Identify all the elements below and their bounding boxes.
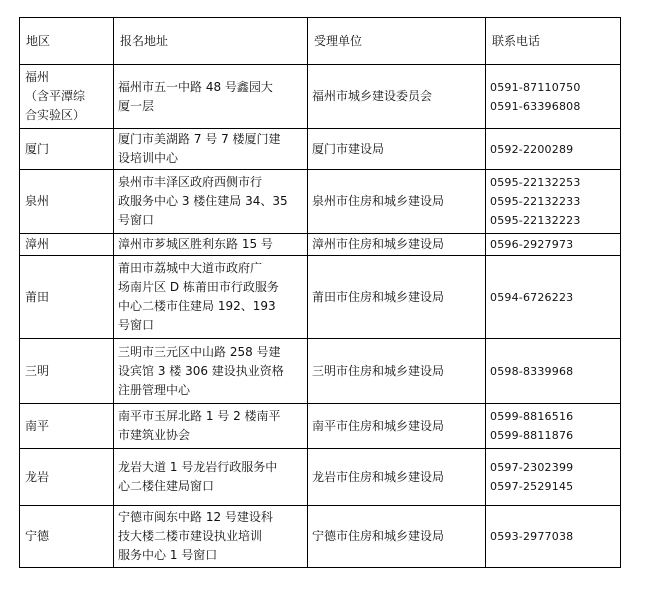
agency-line: 泉州市住房和城乡建设局	[312, 194, 445, 208]
region-cell	[20, 339, 114, 404]
table-row	[20, 65, 621, 129]
address-line: 技大楼二楼市建设执业培训	[118, 529, 263, 543]
address-line: 服务中心 1 号窗口	[118, 548, 218, 562]
agency-cell	[308, 170, 486, 234]
header-row	[20, 18, 621, 65]
header-agency: 受理单位	[308, 18, 486, 65]
address-cell	[114, 506, 308, 568]
region-cell	[20, 65, 114, 129]
table-row	[20, 256, 621, 339]
address-line: 宁德市闽东中路 12 号建设科	[118, 510, 273, 524]
address-cell	[114, 339, 308, 404]
address-line: 厦门市美湖路 7 号 7 楼厦门建	[118, 132, 281, 146]
phone-line: 0598-8339968	[490, 364, 574, 378]
table-row	[20, 339, 621, 404]
region-line: 漳州	[25, 237, 50, 251]
phone-line: 0595-22132223	[490, 214, 581, 227]
phone-cell	[486, 234, 621, 256]
agency-line: 福州市城乡建设委员会	[312, 89, 433, 103]
table-row	[20, 449, 621, 506]
address-line: 心二楼住建局窗口	[118, 479, 215, 493]
table-row	[20, 506, 621, 568]
address-line: 政服务中心 3 楼住建局 34、35	[118, 194, 288, 208]
header-address: 报名地址	[114, 18, 308, 65]
address-cell	[114, 65, 308, 129]
phone-line: 0597-2529145	[490, 480, 574, 493]
address-cell	[114, 404, 308, 449]
region-line: 南平	[25, 418, 50, 433]
region-line: 宁德	[25, 529, 50, 543]
registration-contacts-table	[19, 17, 621, 568]
address-line: 市建筑业协会	[118, 428, 191, 442]
phone-line: 0599-8811876	[490, 429, 574, 442]
table-row	[20, 170, 621, 234]
address-cell	[114, 256, 308, 339]
region-cell	[20, 506, 114, 568]
address-line: 厦一层	[118, 98, 155, 113]
agency-cell	[308, 449, 486, 506]
phone-line: 0594-6726223	[490, 290, 574, 304]
agency-line: 南平市住房和城乡建设局	[312, 418, 445, 433]
phone-cell	[486, 129, 621, 170]
address-line: 中心二楼市住建局 192、193	[118, 299, 276, 313]
phone-line: 0599-8816516	[490, 410, 574, 423]
address-line: 号窗口	[118, 318, 155, 332]
agency-cell	[308, 129, 486, 170]
agency-line: 宁德市住房和城乡建设局	[312, 529, 445, 543]
address-cell	[114, 129, 308, 170]
phone-line: 0596-2927973	[490, 238, 574, 251]
phone-cell	[486, 449, 621, 506]
region-line: 三明	[25, 363, 50, 378]
address-line: 龙岩大道 1 号龙岩行政服务中	[118, 460, 278, 474]
agency-line: 莆田市住房和城乡建设局	[312, 289, 445, 304]
region-line: 厦门	[25, 141, 50, 156]
agency-line: 漳州市住房和城乡建设局	[312, 237, 445, 251]
address-cell	[114, 170, 308, 234]
address-line: 号窗口	[118, 213, 155, 227]
agency-cell	[308, 404, 486, 449]
agency-line: 龙岩市住房和城乡建设局	[312, 469, 445, 484]
region-cell	[20, 234, 114, 256]
phone-cell	[486, 170, 621, 234]
table-row	[20, 234, 621, 256]
phone-cell	[486, 256, 621, 339]
agency-cell	[308, 65, 486, 129]
agency-cell	[308, 339, 486, 404]
address-line: 莆田市荔城中大道市政府广	[118, 261, 263, 275]
address-line: 南平市玉屏北路 1 号 2 楼南平	[118, 409, 281, 423]
address-line: 福州市五一中路 48 号鑫园大	[118, 79, 273, 94]
phone-cell	[486, 404, 621, 449]
address-line: 注册管理中心	[118, 382, 191, 397]
region-cell	[20, 170, 114, 234]
phone-cell	[486, 65, 621, 129]
agency-cell	[308, 234, 486, 256]
agency-line: 厦门市建设局	[312, 141, 385, 156]
region-cell	[20, 449, 114, 506]
region-cell	[20, 256, 114, 339]
phone-line: 0595-22132253	[490, 176, 581, 189]
header-phone: 联系电话	[486, 18, 621, 65]
phone-line: 0592-2200289	[490, 142, 574, 156]
phone-cell	[486, 339, 621, 404]
address-line: 设宾馆 3 楼 306 建设执业资格	[118, 363, 284, 378]
region-line: 泉州	[25, 194, 50, 208]
region-line: （含平潭综	[25, 89, 86, 103]
region-cell	[20, 129, 114, 170]
address-line: 泉州市丰泽区政府西侧市行	[118, 175, 263, 189]
header-region: 地区	[20, 18, 114, 65]
agency-cell	[308, 506, 486, 568]
agency-cell	[308, 256, 486, 339]
address-line: 设培训中心	[118, 151, 179, 165]
phone-line: 0597-2302399	[490, 461, 574, 474]
region-line: 龙岩	[25, 469, 50, 484]
table-row	[20, 404, 621, 449]
address-line: 漳州市芗城区胜利东路 15 号	[118, 237, 273, 251]
address-cell	[114, 234, 308, 256]
region-line: 合实验区）	[25, 108, 86, 122]
table-row	[20, 129, 621, 170]
region-line: 莆田	[25, 289, 50, 304]
phone-cell	[486, 506, 621, 568]
region-cell	[20, 404, 114, 449]
address-cell	[114, 449, 308, 506]
phone-line: 0591-87110750	[490, 80, 581, 94]
phone-line: 0593-2977038	[490, 530, 574, 543]
address-line: 场南片区 D 栋莆田市行政服务	[118, 280, 279, 294]
phone-line: 0591-63396808	[490, 99, 581, 113]
address-line: 三明市三元区中山路 258 号建	[118, 344, 281, 359]
agency-line: 三明市住房和城乡建设局	[312, 363, 445, 378]
region-line: 福州	[25, 70, 50, 84]
phone-line: 0595-22132233	[490, 195, 581, 208]
